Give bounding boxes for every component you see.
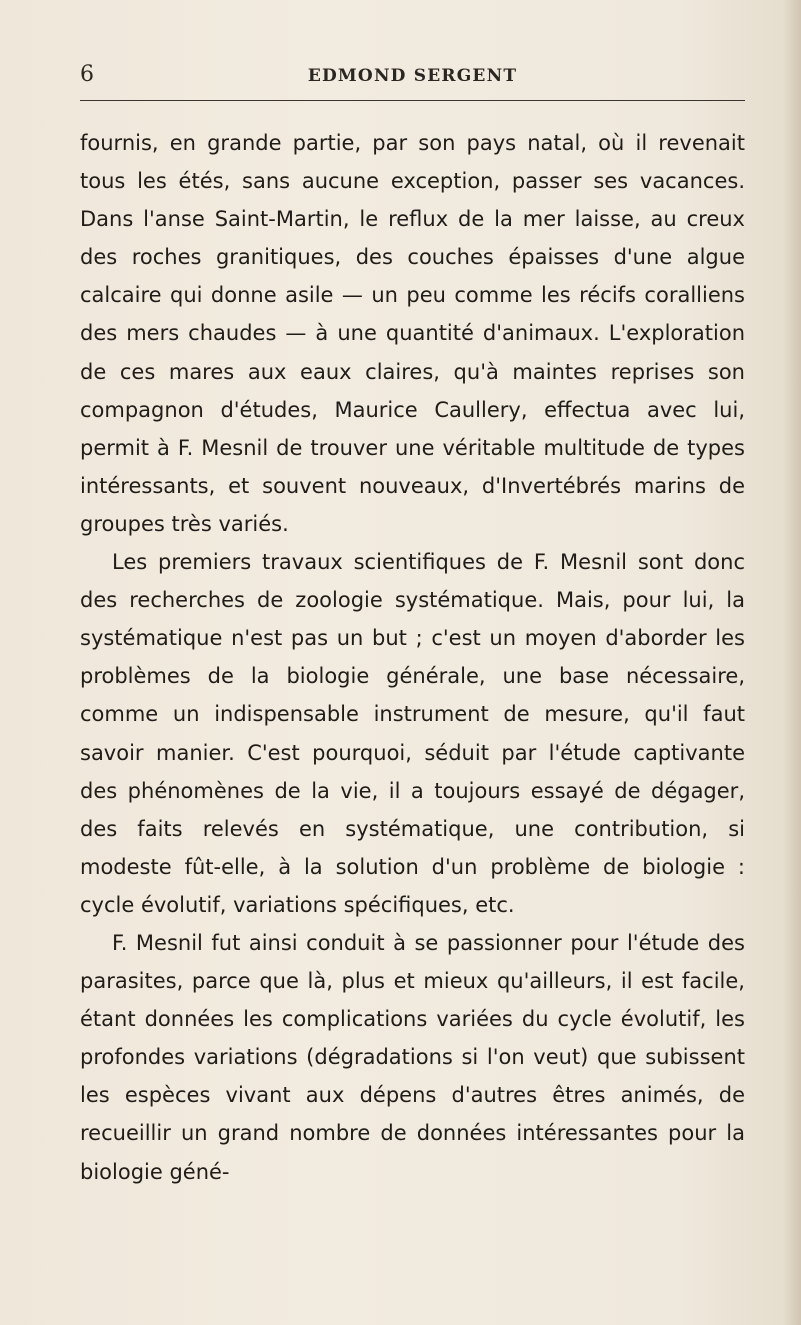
header-rule (80, 100, 745, 101)
body-text (80, 124, 745, 1191)
page-edge-shadow (783, 0, 801, 1325)
paragraph: fournis, en grande partie, par son pays natal, où il revenait tous les étés, sans aucune exception, passer ses vacances. Dans l'anse Saint-Martin, le reflux de la mer laisse, au creux des roches granitiques, des couches épaisses d'une algue calcaire qui donne asile — un peu comme les récifs coralliens des mers chaudes — à une quantité d'animaux. L'exploration de ces mares aux eaux claires, qu'à maintes reprises son compagnon d'études, Maurice Caullery, effectua avec lui, permit à F. Mesnil de trouver une véritable multitude de types intéressants, et souvent nouveaux, d'Invertébrés marins de groupes très variés. (80, 131, 745, 536)
paragraph: F. Mesnil fut ainsi conduit à se passionner pour l'étude des parasites, parce que là, plus et mieux qu'ailleurs, il est facile, étant données les complications variées du cycle évolutif, les profondes variations (dégradations si l'on veut) que subissent les espèces vivant aux dépens d'autres êtres animés, de recueillir un grand nombre de données intéressantes pour la biologie géné- (80, 930, 745, 1184)
paragraph: Les premiers travaux scientifiques de F. Mesnil sont donc des recherches de zoologie systématique. Mais, pour lui, la systématique n'est pas un but ; c'est un moyen d'aborder les problèmes de la biologie générale, une base nécessaire, comme un indispensable instrument de mesure, qu'il faut savoir manier. C'est pourquoi, séduit par l'étude captivante des phénomènes de la vie, il a toujours essayé de dégager, des faits relevés en systématique, une contribution, si modeste fût-elle, à la solution d'un problème de biologie : cycle évolutif, variations spécifiques, etc. (80, 550, 745, 917)
page-number: 6 (80, 62, 94, 87)
page-header (80, 62, 745, 102)
running-head: EDMOND SERGENT (307, 66, 518, 86)
